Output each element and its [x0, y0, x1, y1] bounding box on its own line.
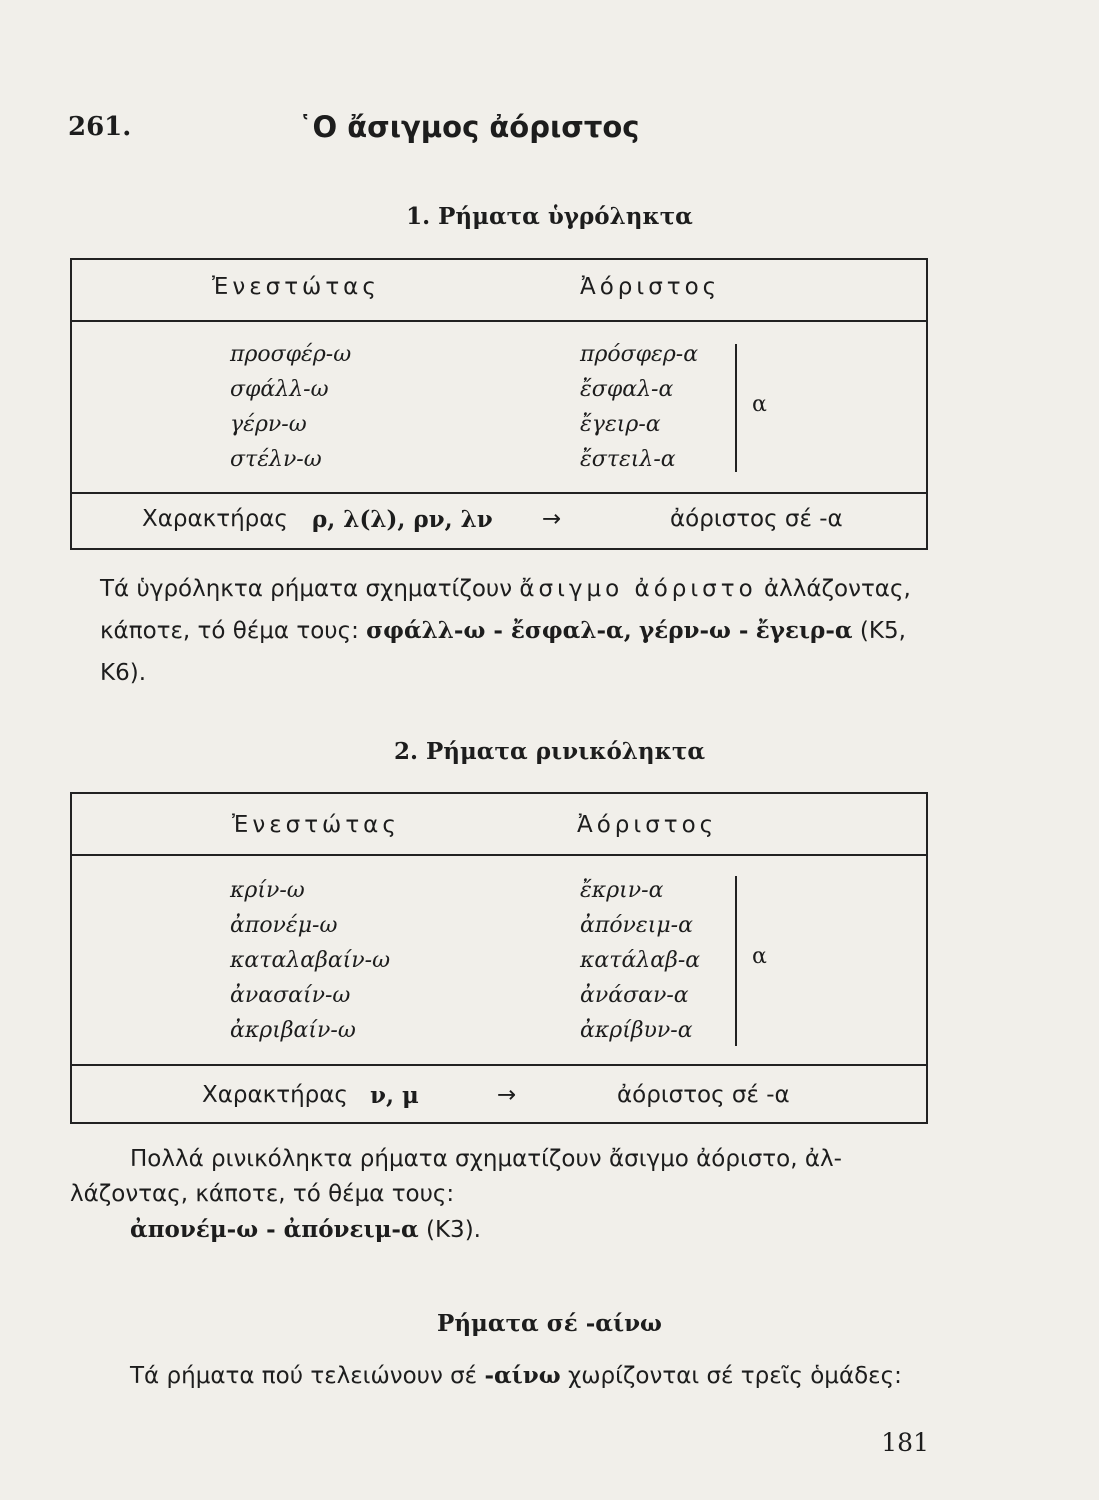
footer-label: Χαρακτήρας — [202, 1082, 348, 1108]
subtitle-aino-verbs: Ρήματα σέ -αίνω — [437, 1310, 662, 1337]
aorist-form: ἔστειλ-α — [580, 447, 676, 472]
paragraph-aino — [130, 1362, 902, 1389]
term-asigmatic-aorist: ἄσιγμο ἀόριστο — [519, 576, 757, 602]
present-form: καταλαβαίν-ω — [230, 948, 391, 973]
present-form: ἀπονέμ-ω — [230, 913, 338, 938]
table-body — [72, 856, 926, 1066]
aorist-form: ἔσφαλ-α — [580, 377, 674, 402]
paragraph-text: χωρίζονται σέ τρεῖς ὁμάδες: — [560, 1363, 902, 1389]
example-form: ἔγειρ-α — [755, 617, 853, 644]
arrow-icon: → — [497, 1082, 517, 1108]
paragraph-text: Τά ὑγρόληκτα ρήματα σχηματίζουν — [100, 576, 520, 602]
reference: (Κ5, Κ6). — [100, 618, 906, 686]
reference: (Κ3). — [418, 1217, 481, 1243]
aorist-form: ἔκριν-α — [580, 878, 664, 903]
brace — [725, 344, 737, 472]
header-present: Ἐνεστώτας — [232, 812, 400, 838]
subtitle-nasal-verbs: 2. Ρήματα ρινικόληκτα — [393, 738, 706, 765]
present-form: γέρν-ω — [230, 412, 307, 437]
aorist-column — [580, 337, 698, 477]
footer-characters: ρ, λ(λ), ρν, λν — [312, 506, 493, 533]
paragraph-nasal-line1: Πολλά ρινικόληκτα ρήματα σχηματίζουν ἄσιγμο ἀόριστο, ἀλ- — [130, 1146, 842, 1172]
present-form: προσφέρ-ω — [230, 342, 352, 367]
table-body — [72, 322, 926, 494]
table-footer — [72, 1066, 926, 1120]
present-column — [230, 337, 351, 477]
aorist-column — [580, 873, 700, 1048]
present-column — [230, 873, 390, 1048]
footer-result: ἀόριστος σέ -α — [670, 506, 843, 532]
section-number: 261. — [68, 112, 132, 142]
page-number: 181 — [881, 1428, 929, 1457]
paragraph-nasal-line2: λάζοντας, κάποτε, τό θέμα τους: — [70, 1181, 455, 1207]
aorist-form: πρόσφερ-α — [580, 342, 699, 367]
example-form: γέρν-ω - — [639, 617, 749, 644]
table-nasal-verbs — [70, 792, 928, 1124]
paragraph-text: Τά ρήματα πού τελειώνουν σέ — [130, 1363, 485, 1389]
header-aorist: Ἀόριστος — [577, 812, 718, 838]
table-header — [72, 794, 926, 856]
present-form: κρίν-ω — [230, 878, 305, 903]
example-form: ἀπονέμ-ω - ἀπόνειμ-α — [130, 1216, 419, 1243]
table-liquid-verbs — [70, 258, 928, 550]
paragraph-liquid — [100, 568, 930, 694]
brace — [725, 876, 737, 1046]
subtitle-liquid-verbs: 1. Ρήματα ὑγρόληκτα — [406, 203, 693, 230]
footer-label: Χαρακτήρας — [142, 506, 288, 532]
example-form: σφάλλ-ω - ἔσφαλ-α, — [366, 617, 632, 644]
paragraph-nasal-line3 — [130, 1216, 481, 1243]
table-header — [72, 260, 926, 322]
arrow-icon: → — [542, 506, 562, 532]
footer-characters: ν, μ — [370, 1082, 419, 1109]
paragraph-text: ἀλλάζοντας, κάποτε, τό θέμα τους: — [100, 576, 911, 644]
header-present: Ἐνεστώτας — [212, 274, 380, 300]
aorist-form: κατάλαβ-α — [580, 948, 701, 973]
section-title: ῾Ο ἄσιγμος ἀόριστος — [298, 110, 640, 144]
brace-label: α — [752, 944, 767, 969]
aorist-form: ἀκρίβυν-α — [580, 1018, 693, 1043]
table-footer — [72, 494, 926, 548]
present-form: σφάλλ-ω — [230, 377, 329, 402]
brace-label: α — [752, 392, 767, 417]
present-form: ἀκριβαίν-ω — [230, 1018, 356, 1043]
footer-result: ἀόριστος σέ -α — [617, 1082, 790, 1108]
header-aorist: Ἀόριστος — [580, 274, 721, 300]
aorist-form: ἀπόνειμ-α — [580, 913, 693, 938]
aorist-form: ἔγειρ-α — [580, 412, 661, 437]
aorist-form: ἀνάσαν-α — [580, 983, 689, 1008]
present-form: στέλν-ω — [230, 447, 322, 472]
present-form: ἀνασαίν-ω — [230, 983, 351, 1008]
suffix-form: -αίνω — [484, 1362, 561, 1389]
